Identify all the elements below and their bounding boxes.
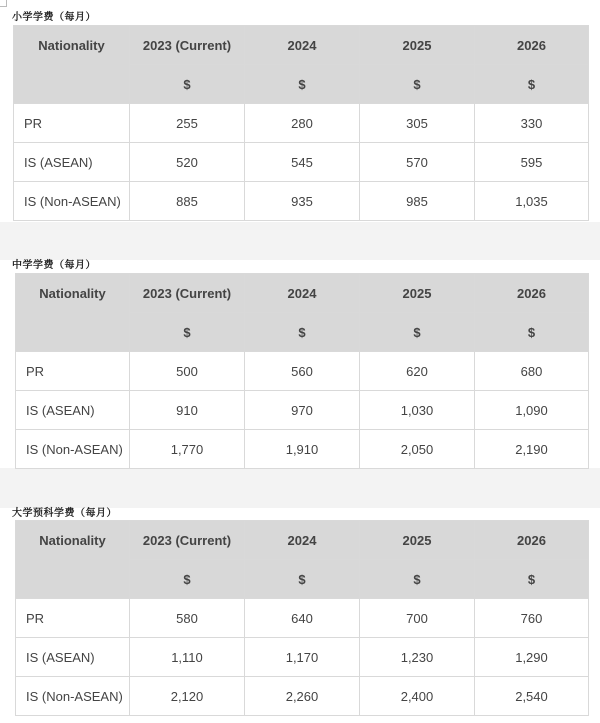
header-year: 2026 xyxy=(475,274,589,313)
fee-cell: 545 xyxy=(245,143,360,182)
currency-cell: $ xyxy=(360,65,475,104)
header-year: 2026 xyxy=(475,521,589,560)
fee-cell: 760 xyxy=(475,599,589,638)
header-year: 2023 (Current) xyxy=(130,521,245,560)
fee-cell: 1,290 xyxy=(475,638,589,677)
currency-cell: $ xyxy=(245,65,360,104)
header-year: 2025 xyxy=(360,521,475,560)
fee-cell: 1,090 xyxy=(475,391,589,430)
fee-cell: 1,035 xyxy=(475,182,589,221)
fee-cell: 2,190 xyxy=(475,430,589,469)
fee-cell: 2,260 xyxy=(245,677,360,716)
table-row xyxy=(16,599,589,638)
fee-cell: 280 xyxy=(245,104,360,143)
currency-cell: $ xyxy=(245,560,360,599)
table-row xyxy=(16,638,589,677)
currency-cell: $ xyxy=(360,560,475,599)
header-year: 2024 xyxy=(245,274,360,313)
header-year: 2023 (Current) xyxy=(130,26,245,65)
row-label: IS (ASEAN) xyxy=(14,143,130,182)
header-nationality: Nationality xyxy=(16,274,130,352)
row-label: IS (ASEAN) xyxy=(16,638,130,677)
row-label: IS (Non-ASEAN) xyxy=(14,182,130,221)
fee-cell: 520 xyxy=(130,143,245,182)
fee-cell: 2,120 xyxy=(130,677,245,716)
currency-cell: $ xyxy=(360,313,475,352)
header-year: 2023 (Current) xyxy=(130,274,245,313)
row-label: PR xyxy=(14,104,130,143)
fee-cell: 305 xyxy=(360,104,475,143)
fee-cell: 570 xyxy=(360,143,475,182)
row-label: IS (Non-ASEAN) xyxy=(16,430,130,469)
fee-cell: 935 xyxy=(245,182,360,221)
fee-cell: 330 xyxy=(475,104,589,143)
header-year: 2024 xyxy=(245,26,360,65)
table-row xyxy=(14,143,589,182)
fee-cell: 1,770 xyxy=(130,430,245,469)
section-divider xyxy=(0,468,600,508)
section-divider xyxy=(0,222,600,260)
fee-cell: 2,400 xyxy=(360,677,475,716)
fee-cell: 580 xyxy=(130,599,245,638)
fee-cell: 985 xyxy=(360,182,475,221)
fee-cell: 680 xyxy=(475,352,589,391)
fee-cell: 2,540 xyxy=(475,677,589,716)
fee-cell: 2,050 xyxy=(360,430,475,469)
pre-university-fee-title: 大学预科学费（每月） xyxy=(12,508,117,519)
table-row xyxy=(14,104,589,143)
row-label: PR xyxy=(16,352,130,391)
header-year: 2025 xyxy=(360,274,475,313)
secondary-fee-title: 中学学费（每月） xyxy=(12,260,96,271)
header-year: 2025 xyxy=(360,26,475,65)
table-row xyxy=(16,391,589,430)
fee-cell: 910 xyxy=(130,391,245,430)
header-year: 2024 xyxy=(245,521,360,560)
currency-cell: $ xyxy=(130,65,245,104)
currency-cell: $ xyxy=(245,313,360,352)
corner-mark xyxy=(0,0,7,7)
fee-cell: 640 xyxy=(245,599,360,638)
fee-cell: 620 xyxy=(360,352,475,391)
table-row xyxy=(16,677,589,716)
table-row xyxy=(16,430,589,469)
table-row xyxy=(16,352,589,391)
currency-cell: $ xyxy=(475,313,589,352)
currency-cell: $ xyxy=(475,65,589,104)
fee-cell: 970 xyxy=(245,391,360,430)
fee-cell: 700 xyxy=(360,599,475,638)
currency-cell: $ xyxy=(475,560,589,599)
currency-cell: $ xyxy=(130,560,245,599)
fee-cell: 1,030 xyxy=(360,391,475,430)
header-year: 2026 xyxy=(475,26,589,65)
header-nationality: Nationality xyxy=(16,521,130,599)
fee-cell: 1,170 xyxy=(245,638,360,677)
secondary-fee-table xyxy=(15,273,589,469)
row-label: IS (ASEAN) xyxy=(16,391,130,430)
fee-cell: 595 xyxy=(475,143,589,182)
fee-cell: 1,230 xyxy=(360,638,475,677)
fee-cell: 500 xyxy=(130,352,245,391)
fee-cell: 560 xyxy=(245,352,360,391)
fee-cell: 1,110 xyxy=(130,638,245,677)
row-label: PR xyxy=(16,599,130,638)
header-nationality: Nationality xyxy=(14,26,130,104)
table-row xyxy=(14,182,589,221)
fee-cell: 1,910 xyxy=(245,430,360,469)
pre-university-fee-table xyxy=(15,520,589,716)
currency-cell: $ xyxy=(130,313,245,352)
primary-fee-table xyxy=(13,25,589,221)
row-label: IS (Non-ASEAN) xyxy=(16,677,130,716)
fee-cell: 885 xyxy=(130,182,245,221)
fee-cell: 255 xyxy=(130,104,245,143)
primary-fee-title: 小学学费（每月） xyxy=(12,12,96,23)
